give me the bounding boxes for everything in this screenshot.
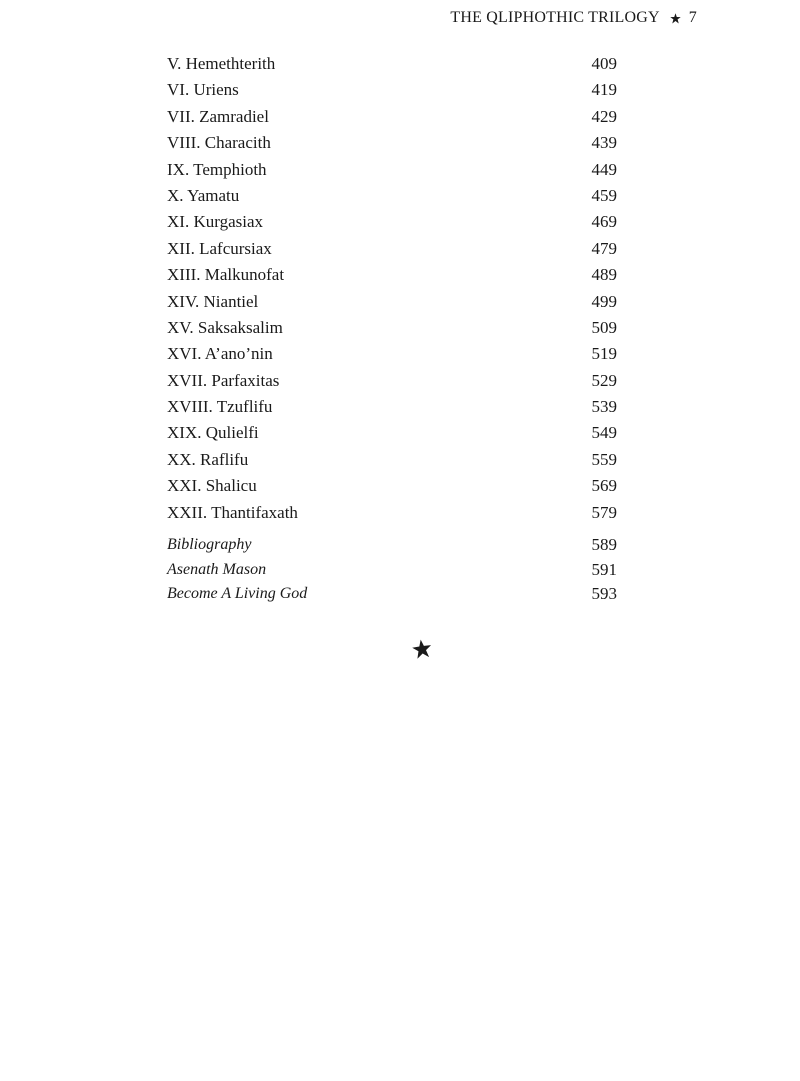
toc-entry-title: X. Yamatu [167,185,240,205]
toc-entry [167,104,617,130]
toc-entry-page: 549 [591,423,617,443]
chapter-list [167,51,617,526]
toc-entry [167,533,617,558]
toc-entry [167,394,617,420]
toc-entry [167,157,617,183]
toc-entry [167,447,617,473]
toc-entry-page: 429 [591,106,617,126]
back-matter-list [167,533,617,607]
toc-entry-page: 459 [591,185,617,205]
toc-entry-title: XIX. Qulielfi [167,423,259,443]
toc-entry-title: XIV. Niantiel [167,291,259,311]
toc-entry-page: 439 [591,133,617,153]
toc-entry-title: VI. Uriens [167,80,239,100]
toc-entry-page: 479 [591,238,617,258]
toc-entry-page: 589 [591,535,617,555]
toc-entry-title: XVI. A’ano’nin [167,344,273,364]
toc-entry [167,582,617,607]
toc-entry [167,289,617,315]
toc-entry-page: 489 [591,265,617,285]
toc-entry-page: 469 [591,212,617,232]
toc-entry [167,500,617,526]
toc-entry-page: 499 [591,291,617,311]
toc-entry-title: XVII. Parfaxitas [167,370,280,390]
toc-entry [167,262,617,288]
toc-entry-page: 569 [591,476,617,496]
toc-entry-page: 593 [591,584,617,604]
toc-entry-title: XII. Lafcursiax [167,238,272,258]
toc-entry-title: Bibliography [167,536,252,554]
toc-entry-title: Asenath Mason [167,560,267,578]
toc-entry [167,130,617,156]
toc-entry [167,77,617,103]
toc-entry-page: 419 [591,80,617,100]
toc-entry-page: 539 [591,397,617,417]
toc-entry-page: 579 [591,502,617,522]
toc-entry [167,558,617,583]
toc-entry [167,209,617,235]
toc-entry-title: XXI. Shalicu [167,476,257,496]
toc-entry [167,236,617,262]
toc-entry-page: 591 [591,559,617,579]
running-head-title: THE QLIPHOTHIC TRILOGY [450,9,660,26]
toc-entry [167,183,617,209]
toc-entry-title: VIII. Characith [167,133,271,153]
toc-entry [167,473,617,499]
toc-entry-title: VII. Zamradiel [167,106,269,126]
toc-entry-page: 559 [591,449,617,469]
table-of-contents [167,51,617,607]
toc-entry-title: IX. Temphioth [167,159,267,179]
toc-entry-title: XI. Kurgasiax [167,212,263,232]
page-number: 7 [688,9,697,26]
toc-entry [167,420,617,446]
toc-entry-title: XIII. Malkunofat [167,265,285,285]
toc-entry-page: 449 [591,159,617,179]
toc-entry-title: XXII. Thantifaxath [167,502,298,522]
toc-entry-title: XX. Raflifu [167,449,249,469]
toc-entry-title: XV. Saksaksalim [167,317,283,337]
toc-entry [167,368,617,394]
toc-entry [167,341,617,367]
toc-entry-page: 529 [591,370,617,390]
toc-entry [167,315,617,341]
toc-entry-page: 519 [591,344,617,364]
star-icon [412,639,432,659]
toc-entry [167,51,617,77]
toc-entry-title: XVIII. Tzuflifu [167,397,273,417]
running-head [450,9,697,27]
toc-entry-page: 509 [591,317,617,337]
toc-entry-title: V. Hemethterith [167,54,276,73]
star-icon [670,13,681,24]
toc-entry-title: Become A Living God [167,585,308,603]
toc-entry-page: 409 [591,54,617,73]
